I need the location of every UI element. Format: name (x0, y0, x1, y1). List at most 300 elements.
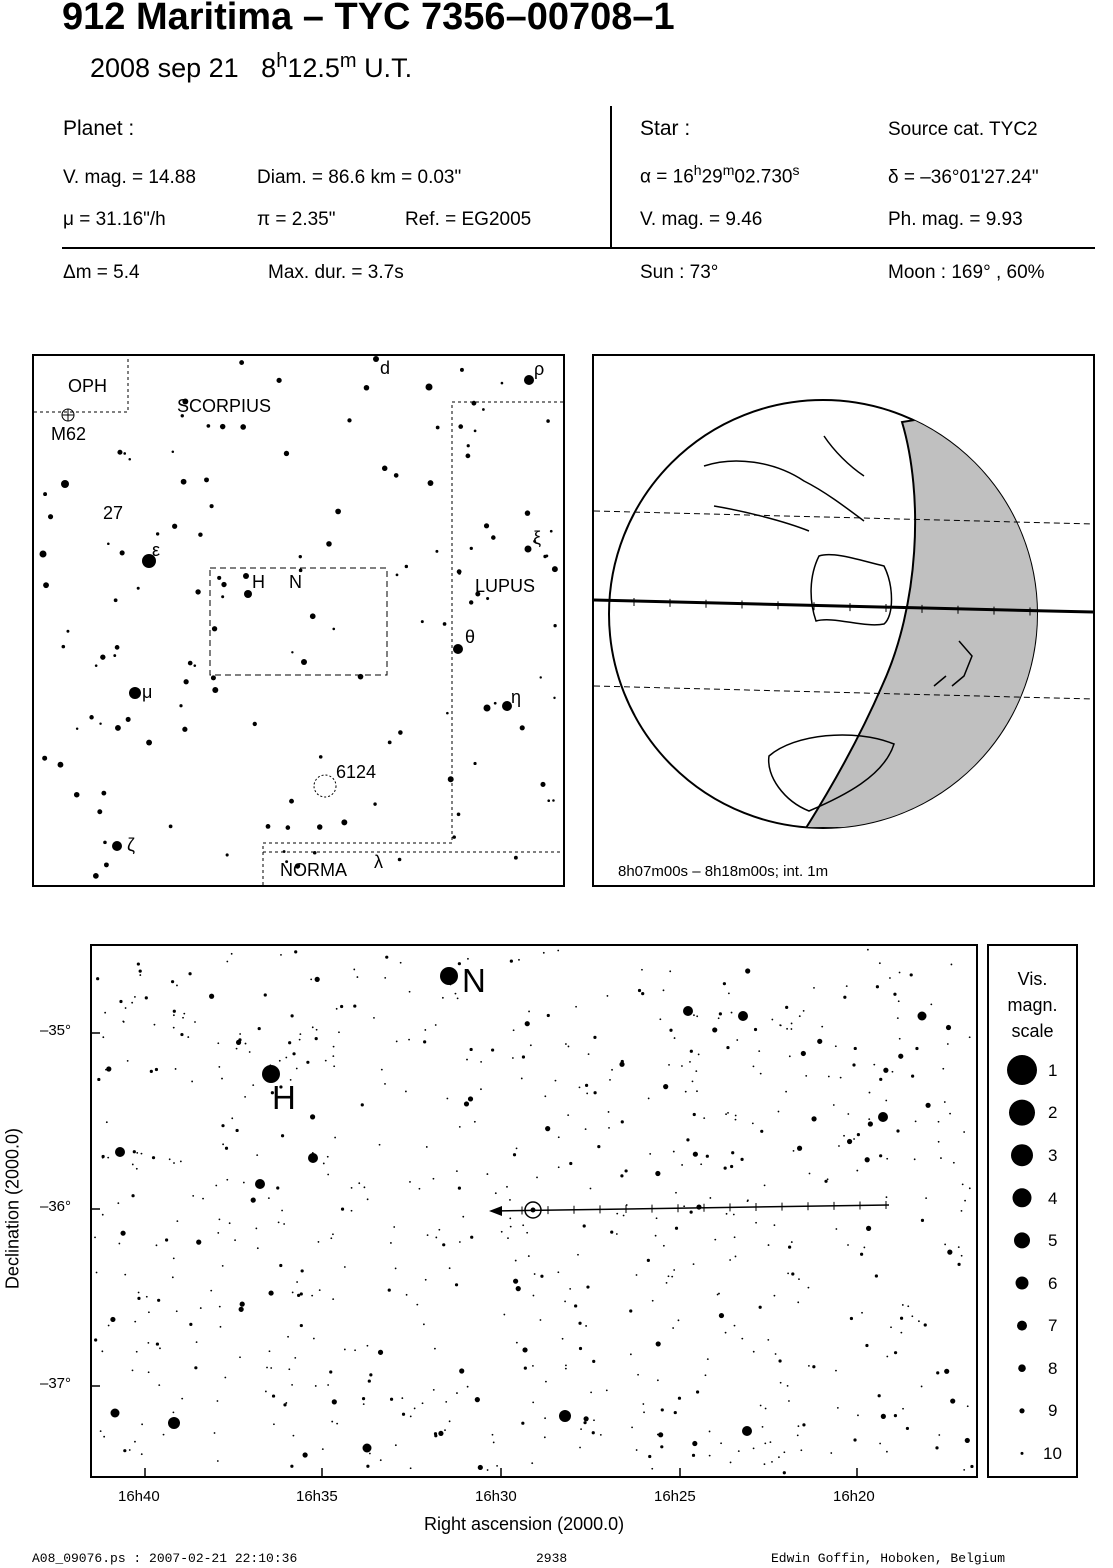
detail-star (861, 1312, 863, 1314)
detail-star (210, 1290, 212, 1292)
detail-star (353, 969, 355, 971)
finder-star (553, 697, 555, 699)
detail-star (288, 1041, 291, 1044)
finder-star (107, 542, 110, 545)
detail-star (854, 1047, 857, 1050)
detail-star (950, 1398, 955, 1403)
detail-star (434, 1432, 437, 1435)
detail-star (942, 1068, 944, 1070)
detail-star (173, 1027, 175, 1029)
detail-star (809, 1173, 811, 1175)
detail-star (791, 1023, 793, 1025)
label-n: N (289, 572, 302, 592)
detail-star (132, 1164, 134, 1166)
detail-star (138, 1292, 140, 1294)
detail-star (575, 1006, 577, 1008)
finder-star (358, 674, 364, 680)
detail-star (156, 1244, 158, 1246)
finder-bright-star (112, 841, 122, 851)
globe-panel (592, 354, 1095, 887)
finder-star (221, 582, 226, 587)
detail-star (257, 1247, 259, 1249)
detail-star (155, 1068, 158, 1071)
detail-star (649, 1153, 651, 1155)
detail-star (892, 1071, 894, 1073)
detail-star (780, 1382, 782, 1384)
finder-star (221, 595, 224, 598)
detail-star (457, 997, 459, 999)
detail-star (330, 1237, 332, 1239)
finder-star (347, 418, 351, 422)
detail-chart-svg (92, 946, 976, 1476)
detail-star (886, 1451, 888, 1453)
detail-star (444, 1429, 446, 1431)
finder-star (319, 755, 323, 759)
detail-star (835, 1045, 837, 1047)
detail-star (239, 1356, 241, 1358)
label-h-detail: H (272, 1079, 296, 1116)
detail-star (446, 1098, 448, 1100)
detail-star (332, 1298, 334, 1300)
detail-star (724, 1167, 727, 1170)
finder-star (43, 582, 49, 588)
detail-star (225, 1147, 228, 1150)
detail-star (344, 1349, 346, 1351)
detail-star (180, 1033, 183, 1036)
detail-bright-star (363, 1444, 372, 1453)
detail-star (706, 1155, 709, 1158)
detail-star (787, 1385, 789, 1387)
detail-star (319, 1289, 321, 1291)
detail-star (723, 982, 726, 985)
detail-star (648, 1455, 651, 1458)
finder-star (156, 532, 159, 535)
detail-star (798, 1278, 800, 1280)
detail-star (163, 1434, 165, 1436)
star-phmag: Ph. mag. = 9.93 (888, 209, 1023, 230)
detail-star (426, 1146, 428, 1148)
detail-star (674, 1037, 676, 1039)
detail-star (580, 1428, 582, 1430)
mag-scale-dot-1 (1007, 1055, 1037, 1085)
detail-star (141, 1423, 143, 1425)
footer-author: Edwin Goffin, Hoboken, Belgium (771, 1551, 1006, 1566)
detail-star (291, 1014, 294, 1017)
star-declination: δ = –36°01'27.24" (888, 167, 1039, 188)
detail-star (384, 977, 386, 979)
mag-scale-dot-7 (1017, 1321, 1027, 1331)
detail-star (585, 1325, 587, 1327)
detail-star (900, 1317, 903, 1320)
mag-scale-dot-2 (1009, 1100, 1035, 1126)
detail-star (569, 1288, 571, 1290)
detail-star (946, 1025, 951, 1030)
constellation-norma: NORMA (280, 860, 347, 880)
detail-star (522, 1347, 527, 1352)
detail-star (423, 1040, 426, 1043)
detail-star (659, 1018, 661, 1020)
table-rule (62, 247, 1095, 249)
detail-star (592, 1360, 595, 1363)
detail-star (240, 1302, 245, 1307)
detail-star (192, 1195, 194, 1197)
asteroid-path (492, 1205, 889, 1211)
finder-star (373, 802, 376, 805)
detail-star (501, 1231, 503, 1233)
detail-star (921, 1219, 924, 1222)
detail-star (731, 1012, 733, 1014)
finder-star (364, 385, 370, 391)
finder-star (193, 664, 196, 667)
detail-star (236, 1048, 238, 1050)
detail-star (366, 1465, 369, 1468)
detail-star (788, 1246, 791, 1249)
detail-star (894, 1351, 897, 1354)
detail-star (547, 1014, 550, 1017)
magnitude-drop: Δm = 5.4 (63, 262, 140, 283)
detail-star (405, 1091, 407, 1093)
detail-star (725, 1113, 727, 1115)
detail-star (725, 1332, 727, 1334)
finder-star (99, 722, 101, 724)
detail-star (685, 1091, 687, 1093)
detail-star (735, 1115, 737, 1117)
detail-star (729, 1259, 731, 1261)
finder-star (448, 776, 454, 782)
detail-star (898, 1054, 903, 1059)
detail-star (202, 1198, 204, 1200)
finder-star (545, 554, 548, 557)
detail-star (408, 1039, 410, 1041)
detail-star (176, 985, 178, 987)
finder-star (467, 444, 470, 447)
detail-star (94, 1236, 96, 1238)
finder-star (520, 725, 525, 730)
finder-star (266, 824, 271, 829)
detail-star (768, 1244, 770, 1246)
finder-star (169, 824, 173, 828)
detail-star (327, 1384, 329, 1386)
detail-star (132, 1370, 134, 1372)
detail-star (102, 1214, 104, 1216)
detail-star (671, 1276, 673, 1278)
finder-star (74, 792, 80, 798)
detail-star (565, 1368, 567, 1370)
detail-star (312, 1152, 314, 1154)
detail-star (709, 1431, 711, 1433)
finder-star (553, 624, 556, 627)
detail-star (217, 1460, 219, 1462)
detail-star (811, 1116, 816, 1121)
detail-star (526, 1232, 528, 1234)
finder-star (182, 727, 187, 732)
detail-star (152, 1156, 155, 1159)
detail-star (172, 1276, 174, 1278)
detail-star (351, 1187, 353, 1189)
detail-star (835, 1370, 837, 1372)
detail-star (310, 979, 312, 981)
detail-star (288, 1368, 290, 1370)
detail-star (607, 995, 609, 997)
detail-star (292, 1292, 294, 1294)
detail-star (475, 1397, 480, 1402)
detail-star (656, 1341, 661, 1346)
detail-star (134, 1321, 136, 1323)
detail-star (506, 1186, 508, 1188)
detail-star (332, 1055, 334, 1057)
finder-star (240, 424, 246, 430)
detail-bright-star (308, 1153, 318, 1163)
label-xi: ξ (533, 528, 542, 548)
finder-star (286, 825, 291, 830)
detail-star (624, 1169, 627, 1172)
detail-star (480, 1061, 482, 1063)
detail-star (136, 1168, 138, 1170)
detail-star (655, 1171, 660, 1176)
finder-star (313, 851, 317, 855)
ngc6124-cluster-icon (314, 775, 336, 797)
detail-star (583, 1224, 586, 1227)
finder-star (421, 620, 424, 623)
finder-star (460, 368, 464, 372)
finder-star (473, 762, 476, 765)
detail-star (623, 1215, 625, 1217)
detail-star (351, 1210, 353, 1212)
finder-star (43, 492, 47, 496)
mag-scale-dot-9 (1019, 1408, 1024, 1413)
detail-star (637, 1374, 639, 1376)
detail-star (147, 1342, 149, 1344)
detail-star (564, 1301, 566, 1303)
target-star (531, 1208, 536, 1213)
detail-star (611, 1069, 613, 1071)
detail-star (251, 1198, 256, 1203)
detail-star (296, 1068, 298, 1070)
detail-star (146, 1296, 148, 1298)
detail-star (354, 1349, 356, 1351)
detail-star (867, 949, 869, 951)
y-tick-35: –35° (40, 1022, 72, 1039)
detail-star (778, 1456, 780, 1458)
detail-star (771, 1461, 773, 1463)
label-rho: ρ (534, 359, 545, 379)
detail-star (545, 1381, 547, 1383)
detail-star (783, 1471, 786, 1474)
finder-star (428, 480, 434, 486)
detail-star (459, 1241, 461, 1243)
label-epsilon: ε (152, 540, 161, 560)
finder-star (115, 645, 120, 650)
detail-star (754, 1028, 757, 1031)
finder-star (239, 360, 244, 365)
detail-star (656, 1217, 658, 1219)
finder-star (58, 762, 64, 768)
detail-star (299, 1039, 301, 1041)
detail-star (764, 1463, 766, 1465)
detail-star (276, 1186, 279, 1189)
detail-star (847, 1244, 849, 1246)
detail-star (669, 1029, 672, 1032)
label-zeta: ζ (127, 835, 135, 855)
detail-star (583, 1421, 586, 1424)
detail-star (696, 1204, 701, 1209)
detail-star (362, 1397, 365, 1400)
detail-star (857, 1133, 860, 1136)
detail-star (935, 1446, 938, 1449)
detail-star (344, 1266, 346, 1268)
star-heading: Star : (640, 117, 691, 140)
detail-star (104, 1012, 106, 1014)
detail-star (863, 1247, 865, 1249)
finder-star (62, 645, 66, 649)
detail-star (661, 1408, 664, 1411)
detail-star (495, 1192, 497, 1194)
finder-star (470, 547, 473, 550)
detail-star (847, 1139, 852, 1144)
detail-star (222, 1265, 224, 1267)
finder-star (172, 524, 177, 529)
detail-star (310, 1114, 315, 1119)
detail-star (961, 1210, 963, 1212)
mag-scale-dot-5 (1014, 1232, 1030, 1248)
detail-star (771, 1019, 773, 1021)
detail-star (717, 1294, 719, 1296)
detail-star (315, 977, 320, 982)
detail-star (442, 1243, 445, 1246)
detail-star (231, 1117, 233, 1119)
detail-bright-star (559, 1410, 571, 1422)
finder-star (126, 717, 131, 722)
detail-star (577, 1254, 579, 1256)
detail-star (435, 1024, 437, 1026)
detail-star (379, 1144, 381, 1146)
detail-star (393, 1226, 395, 1228)
detail-star (641, 992, 644, 995)
detail-star (827, 1178, 829, 1180)
finder-chart-svg (34, 356, 563, 885)
finder-bright-star (373, 356, 379, 362)
detail-star (281, 1210, 283, 1212)
detail-star (568, 1046, 570, 1048)
detail-star (329, 1370, 332, 1373)
detail-star (301, 1269, 304, 1272)
finder-star (550, 530, 553, 533)
detail-star (285, 1057, 287, 1059)
detail-star (921, 1386, 923, 1388)
finder-star (443, 622, 447, 626)
finder-star (458, 572, 461, 575)
detail-star (219, 1218, 221, 1220)
label-n-detail: N (462, 962, 486, 999)
finder-star (310, 613, 316, 619)
detail-bright-star (878, 1112, 888, 1122)
detail-star (315, 1037, 318, 1040)
detail-star (675, 1192, 677, 1194)
finder-star (299, 555, 302, 558)
finder-star (146, 740, 152, 746)
detail-star (322, 1448, 324, 1450)
detail-star (838, 1145, 840, 1147)
finder-star (284, 451, 289, 456)
detail-star (157, 1299, 160, 1302)
detail-star (536, 1177, 538, 1179)
detail-star (900, 1332, 902, 1334)
detail-star (521, 1078, 523, 1080)
detail-star (384, 1083, 386, 1085)
detail-star (363, 1403, 365, 1405)
detail-star (893, 993, 896, 996)
table-divider (610, 106, 612, 248)
finder-star (100, 654, 105, 659)
label-eta: η (511, 687, 522, 707)
detail-star (944, 1369, 949, 1374)
detail-star (798, 1425, 800, 1427)
finder-star (104, 862, 109, 867)
detail-star (100, 1430, 102, 1432)
detail-star (695, 1070, 697, 1072)
detail-star (660, 1445, 663, 1448)
detail-star (857, 1414, 859, 1416)
detail-star (175, 1068, 177, 1070)
finder-star (137, 587, 140, 590)
detail-star (961, 1255, 963, 1257)
detail-star (731, 1151, 734, 1154)
x-axis-label: Right ascension (2000.0) (424, 1514, 625, 1534)
detail-star (268, 1290, 273, 1295)
detail-star (856, 1170, 858, 1172)
planet-diameter: Diam. = 86.6 km = 0.03" (257, 167, 462, 188)
finder-star (195, 589, 200, 594)
finder-star (103, 841, 107, 845)
mag-label-3: 3 (1048, 1146, 1058, 1165)
detail-star (102, 1036, 104, 1038)
detail-star (367, 1198, 369, 1200)
detail-star (229, 1222, 231, 1224)
detail-star (949, 1113, 951, 1115)
detail-star (540, 1275, 543, 1278)
magnitude-scale (987, 944, 1078, 1478)
detail-star (808, 1287, 810, 1289)
detail-star (557, 950, 559, 952)
detail-star (817, 1039, 822, 1044)
label-ngc6124: 6124 (336, 762, 377, 782)
finder-star (123, 452, 126, 455)
detail-star (123, 1449, 126, 1452)
detail-star (332, 1399, 337, 1404)
detail-star (879, 1078, 882, 1081)
detail-star (513, 1279, 518, 1284)
detail-star (734, 1325, 736, 1327)
label-27: 27 (103, 503, 124, 523)
detail-star (171, 980, 174, 983)
detail-star (876, 985, 879, 988)
detail-star (558, 1136, 560, 1138)
detail-star (533, 1295, 535, 1297)
detail-star (422, 1402, 424, 1404)
detail-star (311, 1295, 313, 1297)
detail-star (606, 1389, 608, 1391)
detail-star (629, 1309, 632, 1312)
detail-star (658, 1432, 663, 1437)
detail-star (910, 973, 913, 976)
detail-star (294, 1357, 296, 1359)
detail-star (513, 1029, 515, 1031)
detail-star (388, 1289, 391, 1292)
detail-star (630, 1353, 632, 1355)
footer-file: A08_09076.ps : 2007-02-21 22:10:36 (32, 1551, 298, 1566)
detail-star (442, 997, 444, 999)
constellation-scorpius: SCORPIUS (177, 396, 272, 416)
